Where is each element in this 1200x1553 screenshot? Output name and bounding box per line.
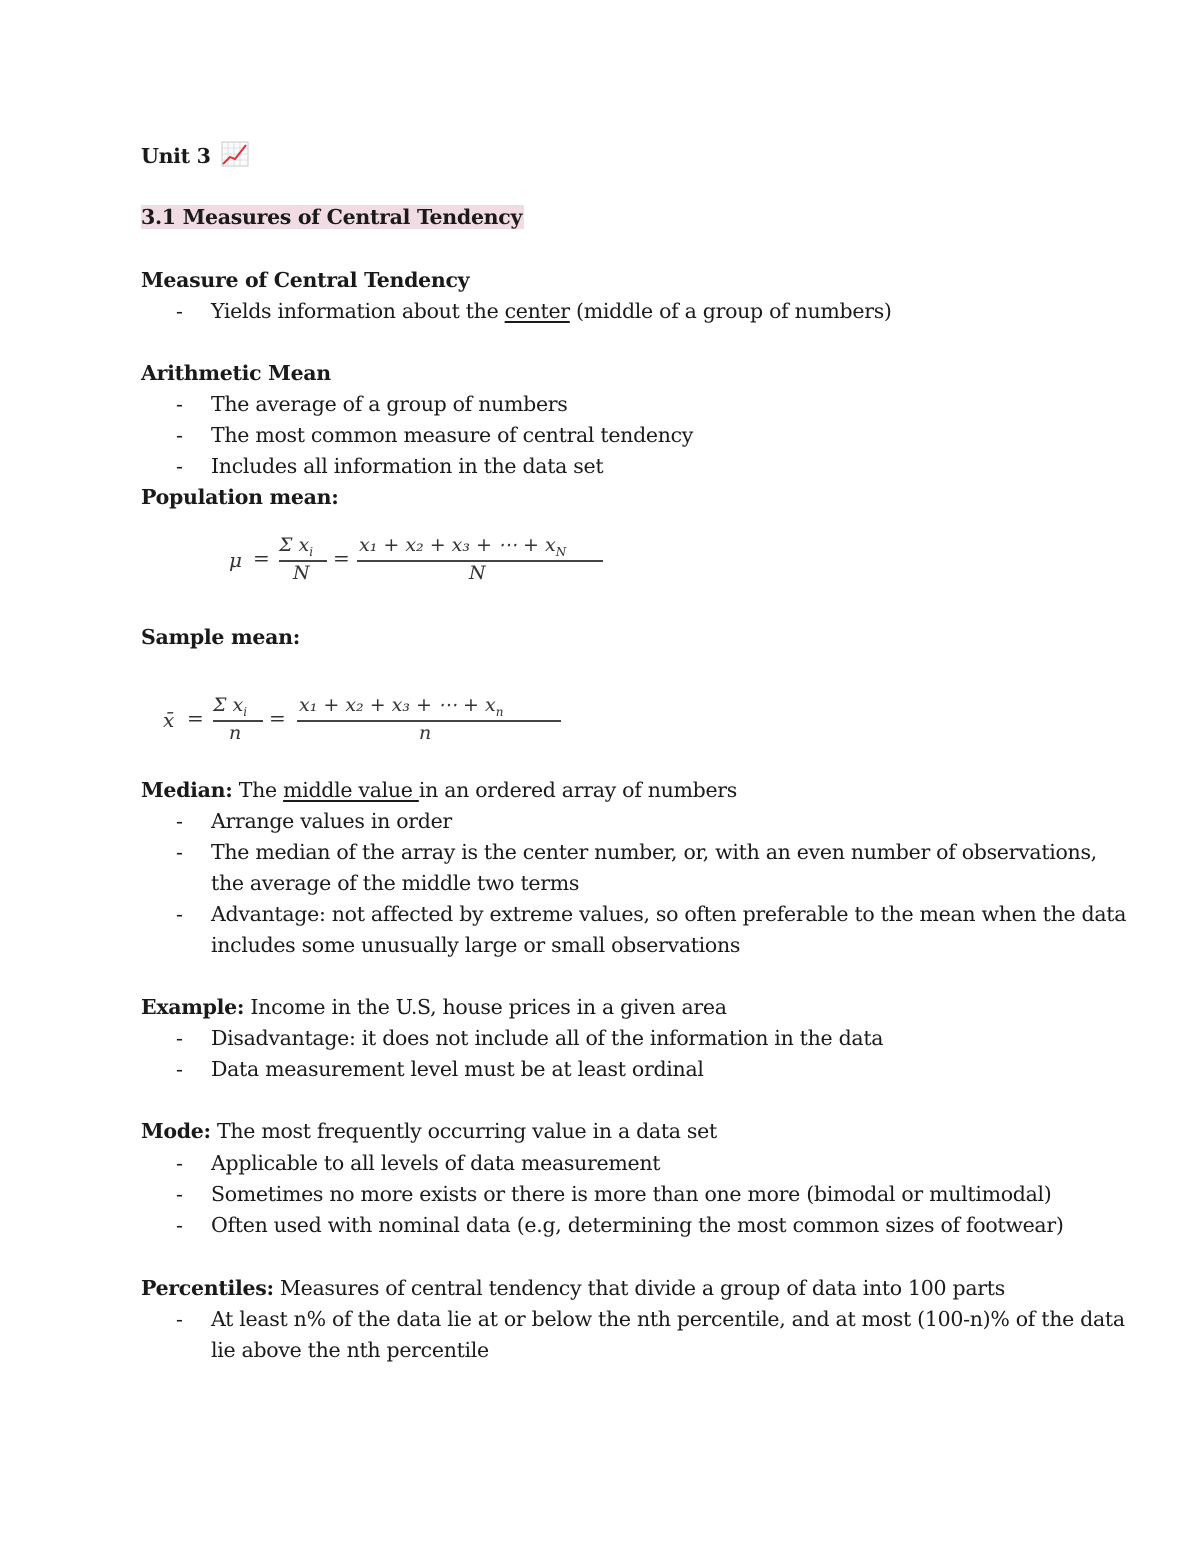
bullet-dash: -: [176, 299, 183, 323]
bullet-text: Includes all information in the data set: [211, 454, 604, 478]
median-paragraph: [141, 775, 737, 806]
formula-equals: =: [253, 546, 270, 570]
bullet-text: lie above the nth percentile: [211, 1338, 489, 1362]
bullet-dash: -: [176, 840, 183, 864]
bullet-dash: -: [176, 1026, 183, 1050]
chart-increasing-icon: [221, 141, 249, 176]
bullet-dash: -: [176, 1182, 183, 1206]
bullet-text: Sometimes no more exists or there is more than one more (bimodal or multimodal): [211, 1182, 1052, 1206]
bullet-text: includes some unusually large or small observations: [211, 933, 741, 957]
underlined-word: center: [504, 299, 570, 323]
unit-title-text: Unit 3: [141, 144, 211, 168]
bullet-text: Data measurement level must be at least ordinal: [211, 1057, 704, 1081]
formula-numerator: x₁ + x₂ + x₃ + ⋯ + $x_N$: [359, 534, 567, 559]
text-segment: Measures of central tendency that divide a group of data into 100 parts: [273, 1276, 1005, 1300]
formula-equals: =: [333, 546, 350, 570]
bullet-text: The average of a group of numbers: [211, 392, 568, 416]
bullet-text: Often used with nominal data (e.g, determining the most common sizes of footwear): [211, 1213, 1064, 1237]
text-segment: Income in the U.S, house prices in a given area: [244, 995, 727, 1019]
formula-denominator: n: [419, 722, 432, 744]
formula-denominator: N: [293, 562, 310, 584]
section-heading-text: 3.1 Measures of Central Tendency: [141, 205, 523, 229]
formula-numerator: x₁ + x₂ + x₃ + ⋯ + $x_n$: [299, 694, 504, 719]
formula-denominator: N: [469, 562, 486, 584]
bullet-dash: -: [176, 454, 183, 478]
text-segment: The most frequently occurring value in a data set: [210, 1119, 717, 1143]
mode-label: Mode:: [141, 1119, 211, 1143]
bullet-text: Applicable to all levels of data measurement: [211, 1151, 661, 1175]
bullet-text: At least n% of the data lie at or below the nth percentile, and at most (100-n)% of the data: [211, 1307, 1125, 1331]
text-segment: Yields information about the: [211, 299, 505, 323]
section-heading: [141, 202, 524, 233]
percentiles-label: Percentiles:: [141, 1276, 274, 1300]
bullet-dash: -: [176, 902, 183, 926]
bullet-dash: -: [176, 1307, 183, 1331]
bullet-text: The median of the array is the center number, or, with an even number of observations,: [211, 840, 1097, 864]
bullet-text: Disadvantage: it does not include all of the information in the data: [211, 1026, 884, 1050]
population-mean-label: Population mean:: [141, 485, 339, 509]
formula-denominator: n: [229, 722, 242, 744]
bullet-dash: -: [176, 423, 183, 447]
formula-numerator: Σ $x_i$: [279, 534, 314, 559]
example-label: Example:: [141, 995, 245, 1019]
text-segment: The: [232, 778, 284, 802]
population-mean-formula: [227, 530, 607, 590]
bullet-text: Advantage: not affected by extreme values, so often preferable to the mean when the data: [211, 902, 1127, 926]
bullet-text: [211, 296, 892, 327]
median-label: Median:: [141, 778, 233, 802]
underlined-phrase: middle value: [283, 778, 419, 802]
percentiles-paragraph: [141, 1273, 1005, 1304]
formula-equals: =: [269, 706, 286, 730]
bullet-dash: -: [176, 1057, 183, 1081]
formula-symbol: μ: [229, 548, 242, 572]
example-paragraph: [141, 992, 727, 1023]
text-segment: (middle of a group of numbers): [569, 299, 892, 323]
bullet-dash: -: [176, 392, 183, 416]
bullet-text: The most common measure of central tendency: [211, 423, 694, 447]
formula-equals: =: [187, 706, 204, 730]
bullet-dash: -: [176, 1151, 183, 1175]
bullet-text: the average of the middle two terms: [211, 871, 580, 895]
arithmetic-mean-heading: Arithmetic Mean: [141, 361, 331, 385]
central-tendency-heading: Measure of Central Tendency: [141, 268, 470, 292]
bullet-text: Arrange values in order: [211, 809, 452, 833]
mode-paragraph: [141, 1116, 717, 1147]
formula-numerator: Σ $x_i$: [213, 694, 248, 719]
bullet-dash: -: [176, 1213, 183, 1237]
formula-symbol: x̄: [163, 708, 175, 732]
sample-mean-label: Sample mean:: [141, 625, 300, 649]
unit-title: [141, 141, 249, 176]
bullet-dash: -: [176, 809, 183, 833]
text-segment: in an ordered array of numbers: [418, 778, 738, 802]
sample-mean-formula: [161, 690, 571, 750]
